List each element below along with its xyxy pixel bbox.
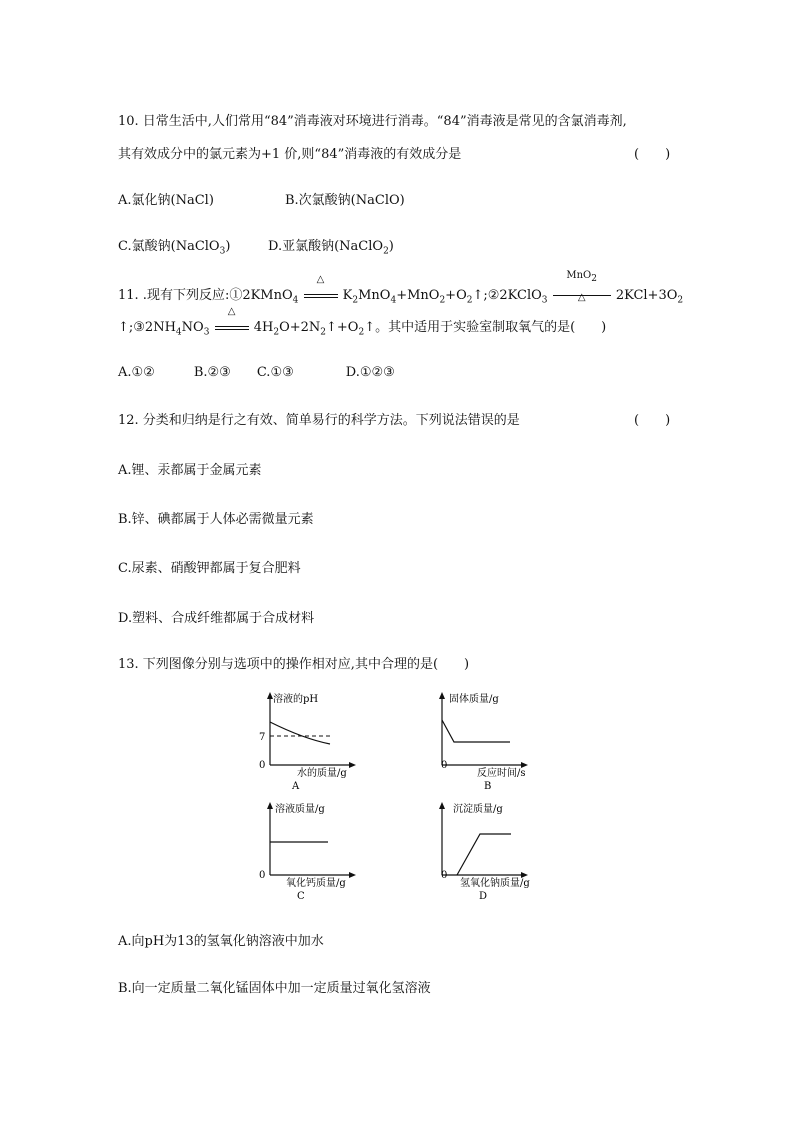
q12-option-c: C.尿素、硝酸钾都属于复合肥料 — [118, 561, 301, 576]
graph-b-letter: B — [484, 781, 492, 792]
q10-stem-line2: 其有效成分中的氯元素为+1 价,则“84”消毒液的有效成分是 — [118, 147, 462, 162]
heating-condition-2: △ — [214, 320, 250, 335]
graph-b-xlabel: 反应时间/s — [477, 768, 526, 779]
q12-answer-paren: ( ) — [634, 413, 671, 428]
graph-a — [255, 690, 365, 799]
graph-b-ylabel: 固体质量/g — [449, 694, 499, 705]
graph-c-origin: 0 — [259, 870, 266, 881]
q13-option-b: B.向一定质量二氧化锰固体中加一定质量过氧化氢溶液 — [118, 981, 431, 996]
q11-stem-line1: 11. .现有下列反应:①2KMnO$_4$ △ $K_2MnO_4+MnO_2+O_2↑;②2KClO_3$ MnO$_2$ △ $2KCl+3O_2$ — [118, 270, 684, 306]
q10-answer-paren: ( ) — [634, 147, 671, 162]
q10-option-c: C.氯酸钠(NaClO$_3$) — [118, 239, 231, 257]
graph-d-letter: D — [479, 891, 488, 902]
graph-c-xlabel: 氧化钙质量/g — [286, 878, 346, 889]
graph-a-origin: 0 — [259, 760, 266, 771]
graph-b — [427, 690, 537, 799]
graph-c-ylabel: 溶液质量/g — [275, 804, 325, 815]
q12-stem: 12. 分类和归纳是行之有效、简单易行的科学方法。下列说法错误的是 — [118, 413, 520, 428]
q10-option-b: B.次氯酸钠(NaClO) — [285, 193, 405, 208]
q12-option-b: B.锌、碘都属于人体必需微量元素 — [118, 512, 314, 527]
q10-option-a: A.氯化钠(NaCl) — [118, 193, 214, 208]
graph-a-xlabel: 水的质量/g — [297, 768, 347, 779]
q11-stem-line2: $↑;③2NH_4NO_3$ △ $4H_2O+2N_2↑+O_2↑$。其中适用于实验室制取氧气的是( ) — [118, 306, 607, 338]
graph-d-xlabel: 氢氧化钠质量/g — [460, 878, 530, 889]
q10-stem-line1: 10. 日常生活中,人们常用“84”消毒液对环境进行消毒。“84”消毒液是常见的含氯消毒剂, — [118, 114, 627, 129]
q13-stem: 13. 下列图像分别与选项中的操作相对应,其中合理的是( ) — [118, 657, 470, 672]
graph-d-ylabel: 沉淀质量/g — [453, 804, 503, 815]
graph-c-letter: C — [297, 891, 305, 902]
q13-option-a: A.向pH为13的氢氧化钠溶液中加水 — [118, 934, 324, 949]
q12-option-a: A.锂、汞都属于金属元素 — [118, 463, 262, 478]
graph-d-origin: 0 — [441, 870, 448, 881]
q11-options: A.①② B.②③ C.①③ D.①②③ — [118, 365, 395, 380]
graph-a-letter: A — [292, 781, 300, 792]
graph-d — [427, 800, 547, 909]
q10-option-d: D.亚氯酸钠(NaClO$_2$) — [268, 239, 394, 257]
q12-option-d: D.塑料、合成纤维都属于合成材料 — [118, 611, 315, 626]
graph-c — [255, 800, 365, 909]
graph-a-tick-7: 7 — [259, 732, 266, 743]
catalyst-condition: MnO$_2$ △ — [552, 288, 612, 303]
heating-condition-1: △ — [303, 288, 339, 303]
graph-a-ylabel: 溶液的pH — [273, 694, 319, 705]
graph-b-origin: 0 — [441, 760, 448, 771]
